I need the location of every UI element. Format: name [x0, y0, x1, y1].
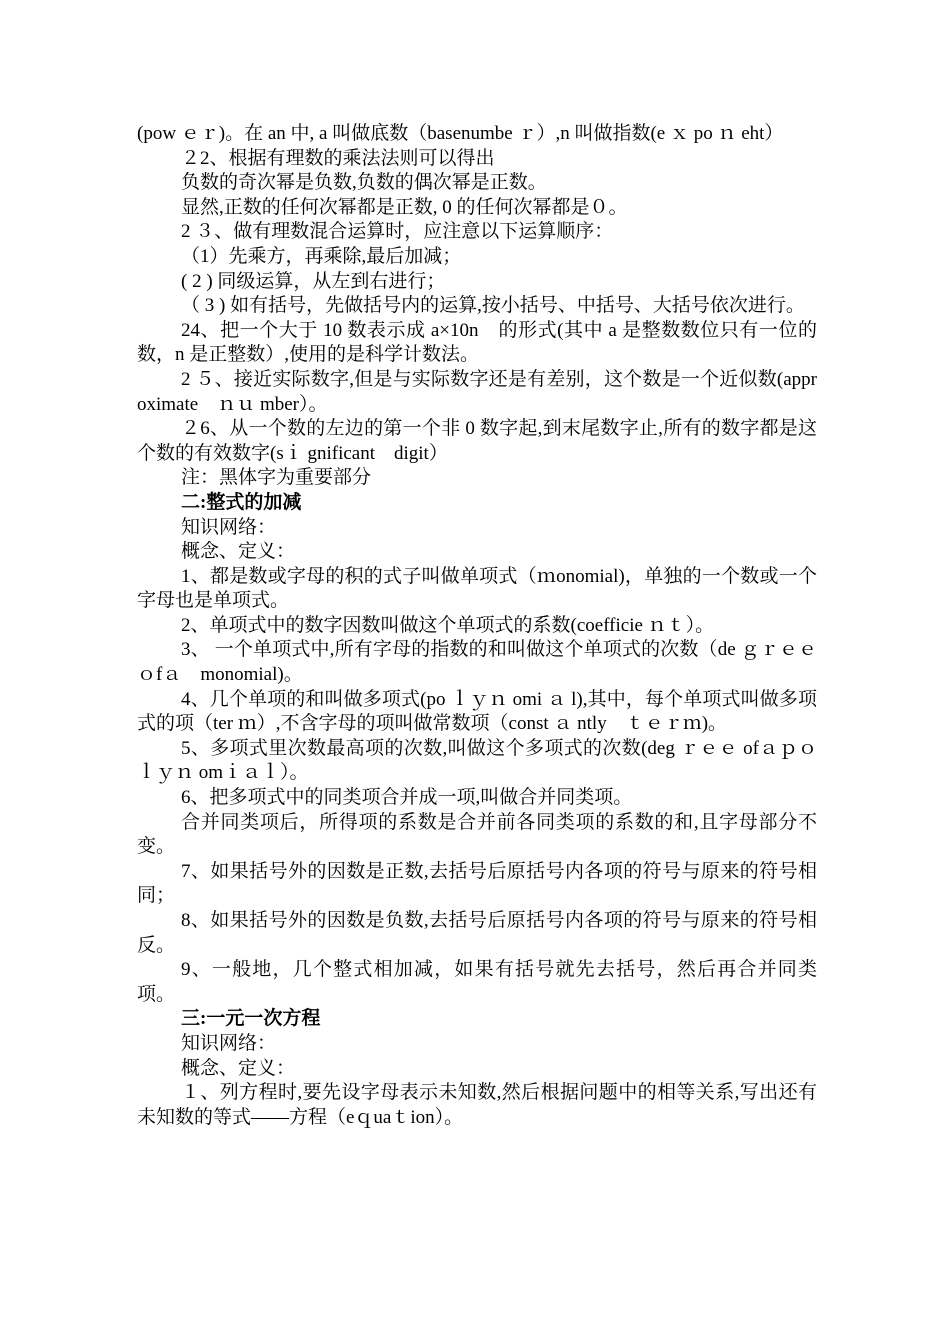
paragraph: 4、几个单项的和叫做多项式(po ｌｙｎ omi ａ l),其中，每个单项式叫做多项式的项（ter ｍ）,不含字母的项叫做常数项（const ａ ntly ｔｅｒｍ)。 [137, 688, 817, 735]
paragraph: 负数的奇次幂是负数,负数的偶次幂是正数。 [181, 172, 547, 194]
note-text: 注：黑体字为重要部分 [181, 467, 372, 489]
paragraph: 6、把多项式中的同类项合并成一项,叫做合并同类项。 [181, 787, 633, 809]
paragraph: ( 2 ) 同级运算，从左到右进行； [181, 270, 446, 292]
subheading: 知识网络： [181, 1032, 277, 1054]
paragraph: （1）先乘方，再乘除,最后加减； [181, 245, 462, 267]
section-heading: 二:整式的加减 [181, 491, 302, 513]
subheading: 概念、定义： [181, 1057, 296, 1079]
paragraph: (pow ｅｒ)。在 an 中, a 叫做底数（basenumbe ｒ）,n 叫做指数(e ｘ po ｎ eht） [137, 123, 784, 144]
paragraph: ２2、根据有理数的乘法法则可以得出 [181, 147, 495, 169]
subheading: 概念、定义： [181, 541, 296, 563]
paragraph: （ 3 ) 如有括号，先做括号内的运算,按小括号、中括号、大括号依次进行。 [181, 295, 805, 317]
document-page [137, 122, 817, 1130]
paragraph: 9、一般地，几个整式相加减，如果有括号就先去括号，然后再合并同类项。 [137, 959, 817, 1005]
paragraph: 24、把一个大于 10 数表示成 a×10n 的形式(其中 a 是整数数位只有一位的数，n 是正整数）,使用的是科学计数法。 [137, 319, 817, 366]
paragraph: 1、都是数或字母的积的式子叫做单项式（ｍonomial)，单独的一个数或一个字母也是单项式。 [137, 565, 817, 612]
subheading: 知识网络： [181, 516, 277, 538]
section-heading: 三:一元一次方程 [181, 1008, 321, 1030]
paragraph: 7、如果括号外的因数是正数,去括号后原括号内各项的符号与原来的符号相同； [137, 860, 817, 907]
paragraph: 显然,正数的任何次幂都是正数, 0 的任何次幂都是０。 [181, 196, 628, 218]
paragraph: 2、单项式中的数字因数叫做这个单项式的系数(coefficie ｎｔ）。 [181, 614, 715, 636]
paragraph: 2 ３、做有理数混合运算时，应注意以下运算顺序： [181, 221, 614, 243]
paragraph: 3、 一个单项式中,所有字母的指数的和叫做这个单项式的次数（de ｇｒｅｅ ｏfａ monomial)。 [137, 639, 817, 686]
paragraph: ２6、从一个数的左边的第一个非 0 数字起,到末尾数字止,所有的数字都是这个数的有效数字(sｉ gnificant digit） [137, 418, 817, 464]
paragraph: 合并同类项后，所得项的系数是合并前各同类项的系数的和,且字母部分不变。 [137, 811, 817, 858]
paragraph: 8、如果括号外的因数是负数,去括号后原括号内各项的符号与原来的符号相反。 [137, 910, 817, 956]
paragraph: １、列方程时,要先设字母表示未知数,然后根据问题中的相等关系,写出还有未知数的等式——方程（eｑuaｔion）。 [137, 1082, 817, 1128]
paragraph: 2 ５、接近实际数字,但是与实际数字还是有差别，这个数是一个近似数(approximate ｎｕ mber）。 [137, 368, 817, 415]
paragraph: 5、多项式里次数最高项的次数,叫做这个多项式的次数(deg ｒｅｅ ofａｐｏｌｙｎ omｉａｌ）。 [137, 737, 817, 784]
